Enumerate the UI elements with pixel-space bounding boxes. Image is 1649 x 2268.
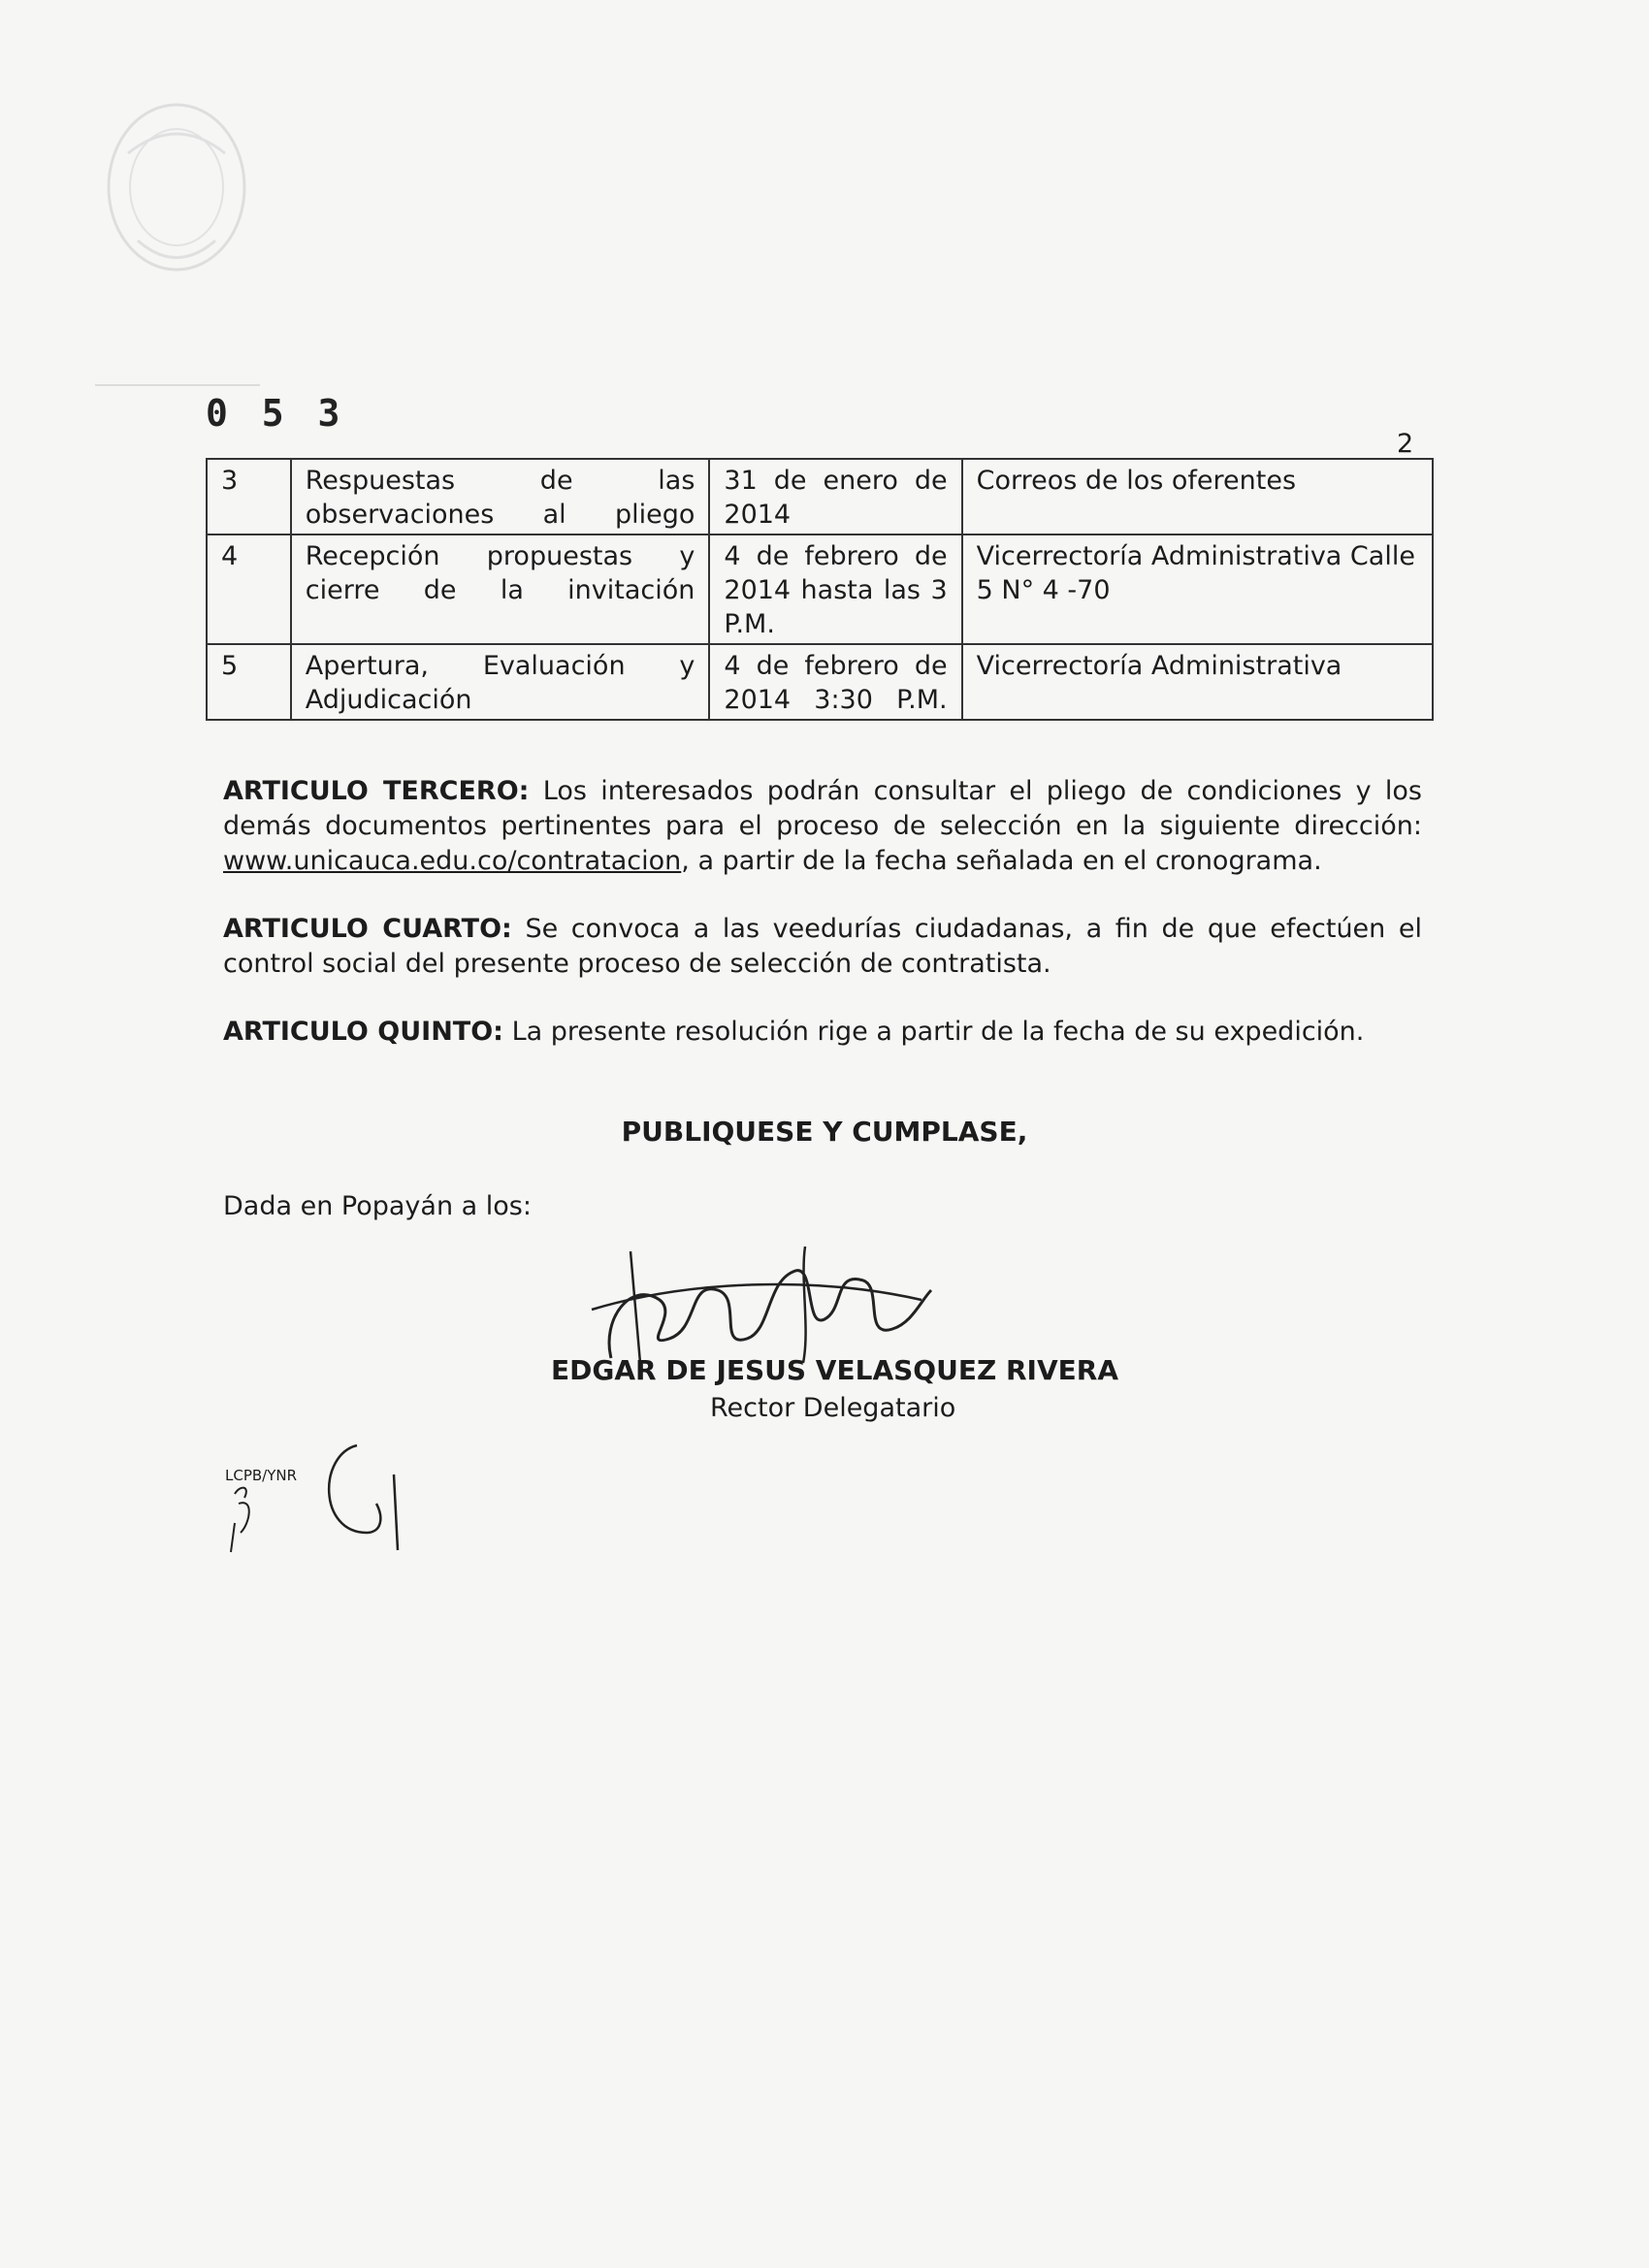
resolution-number: 0 5 3 — [206, 392, 346, 435]
date-place-line: Dada en Popayán a los: — [223, 1191, 532, 1221]
row-place: Vicerrectoría Administrativa Calle 5 N° 4 -70 — [962, 535, 1433, 644]
table-row — [207, 644, 1433, 720]
contratacion-link[interactable]: www.unicauca.edu.co/contratacion — [223, 846, 682, 876]
signer-name: EDGAR DE JESUS VELASQUEZ RIVERA — [551, 1354, 1119, 1386]
row-number: 4 — [207, 535, 291, 644]
row-date: 31 de enero de 2014 — [709, 459, 961, 535]
row-place: Vicerrectoría Administrativa — [962, 644, 1433, 720]
row-activity: Recepción propuestas y cierre de la invitación — [291, 535, 710, 644]
row-activity: Apertura, Evaluación y Adjudicación — [291, 644, 710, 720]
article-quinto — [223, 1015, 1422, 1050]
logo-divider — [95, 384, 260, 386]
row-date: 4 de febrero de 2014 3:30 P.M. — [709, 644, 961, 720]
row-date: 4 de febrero de 2014 hasta las 3 P.M. — [709, 535, 961, 644]
row-number: 3 — [207, 459, 291, 535]
university-seal-icon — [89, 95, 264, 289]
table-row — [207, 535, 1433, 644]
article-text: Se convoca a las veedurías ciudadanas, a fin de que efectúen el control social del presente proceso de selección de contratista. — [223, 914, 1422, 979]
article-text: Los interesados podrán consultar el pliego de condiciones y los demás documentos pertinentes para el proceso de selección en la siguiente dirección: — [223, 776, 1422, 841]
initials-handwriting-icon — [221, 1426, 454, 1562]
article-label: ARTICULO TERCERO: — [223, 776, 530, 806]
article-cuarto — [223, 912, 1422, 982]
table-row — [207, 459, 1433, 535]
signer-title: Rector Delegatario — [710, 1393, 956, 1423]
signature-icon — [572, 1242, 941, 1368]
page-number: 2 — [1397, 429, 1414, 459]
row-place: Correos de los oferentes — [962, 459, 1433, 535]
initials: LCPB/YNR — [225, 1467, 298, 1484]
schedule-table — [206, 458, 1434, 721]
row-activity: Respuestas de las observaciones al pliego — [291, 459, 710, 535]
article-label: ARTICULO CUARTO: — [223, 914, 512, 944]
row-number: 5 — [207, 644, 291, 720]
publiquese-heading: PUBLIQUESE Y CUMPLASE, — [621, 1116, 1028, 1148]
article-text: La presente resolución rige a partir de la fecha de su expedición. — [511, 1017, 1365, 1047]
article-text-tail: , a partir de la fecha señalada en el cronograma. — [681, 846, 1322, 876]
article-label: ARTICULO QUINTO: — [223, 1017, 503, 1047]
article-tercero — [223, 774, 1422, 879]
